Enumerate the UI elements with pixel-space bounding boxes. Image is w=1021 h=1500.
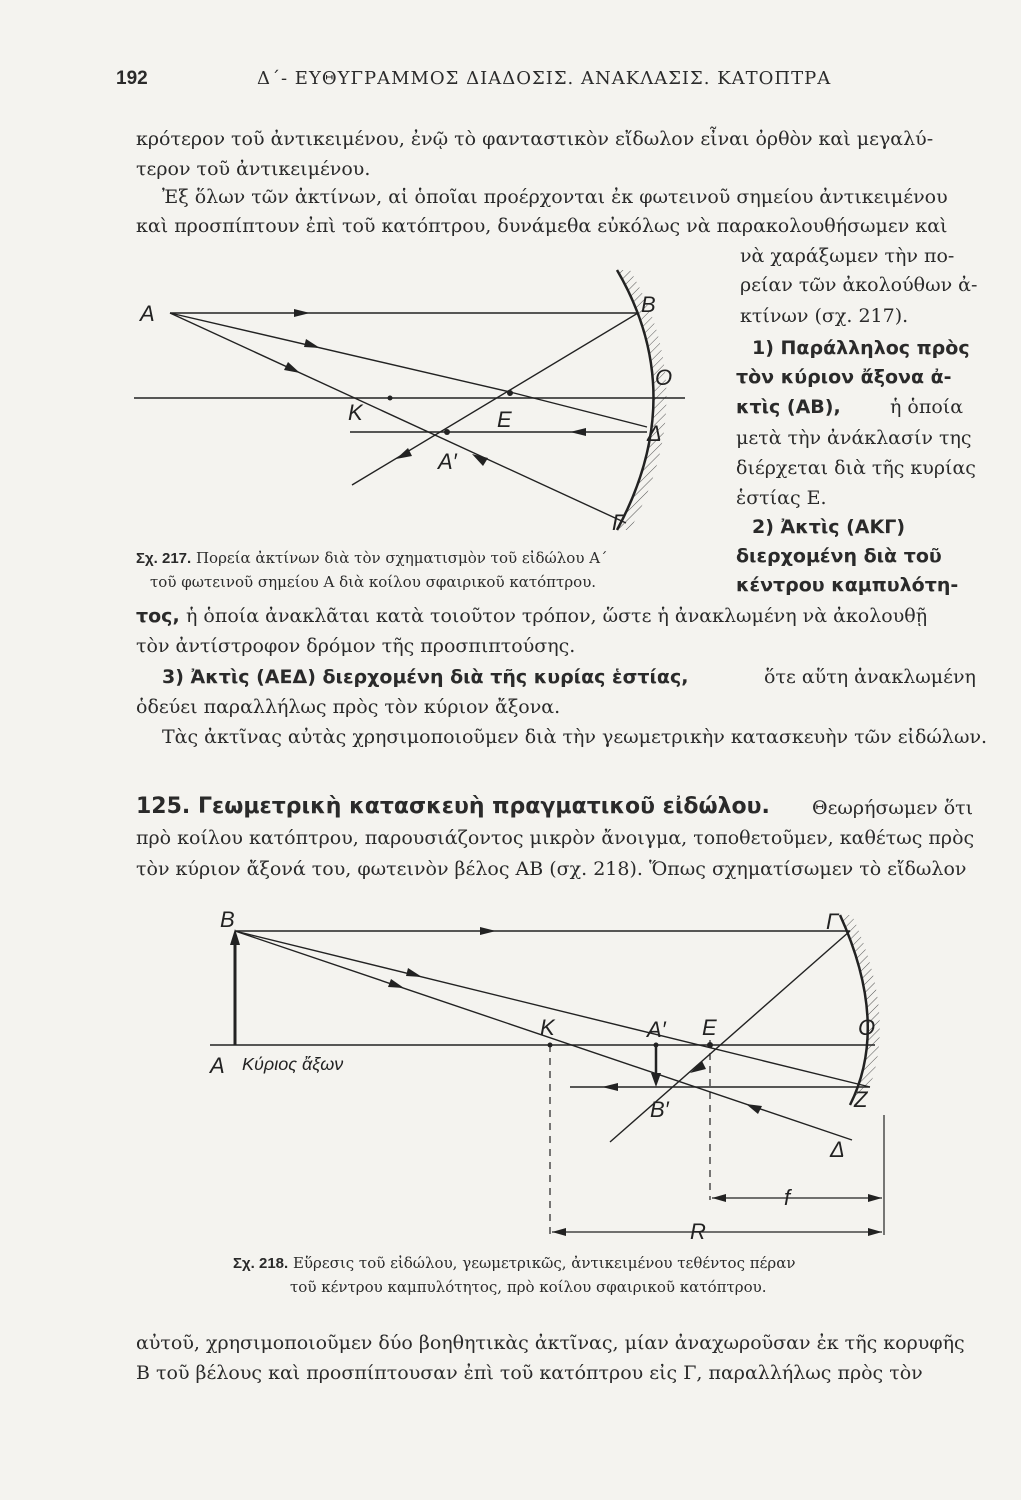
- arrow-head: [406, 968, 422, 977]
- label-a: A: [210, 1053, 225, 1078]
- page-number: 192: [116, 68, 148, 89]
- label-a: A: [140, 301, 155, 326]
- body-line: κρότερον τοῦ ἀντικειμένου, ἐνῷ τὸ φανταστικὸν εἴδωλον εἶναι ὀρθὸν καὶ μεγαλύ-: [136, 128, 934, 150]
- label-z: Z: [854, 1087, 868, 1112]
- figure-218-caption-2: τοῦ κέντρου καμπυλότητος, πρὸ κοίλου σφαιρικοῦ κατόπτρου.: [290, 1278, 767, 1296]
- body-line: ὅτε αὕτη ἀνακλωμένη: [764, 666, 976, 688]
- arrow-head: [712, 1194, 726, 1202]
- arrow-head: [651, 1073, 661, 1087]
- label-k: K: [540, 1015, 555, 1040]
- arrow-head: [868, 1228, 882, 1236]
- side-heading: διερχομένη διὰ τοῦ: [736, 545, 942, 567]
- body-line: καὶ προσπίπτουν ἐπὶ τοῦ κατόπτρου, δυνάμεθα εὐκόλως νὰ παρακολουθήσωμεν καὶ: [136, 215, 948, 237]
- image-point: [654, 1043, 659, 1048]
- side-line: κτίνων (σχ. 217).: [740, 305, 909, 327]
- label-b: B: [641, 292, 656, 317]
- body-line: τος,: [136, 605, 180, 627]
- body-line: Τὰς ἀκτῖνας αὐτὰς χρησιμοποιοῦμεν διὰ τὴν γεωμετρικὴν κατασκευὴν τῶν εἰδώλων.: [162, 726, 988, 748]
- body-line: Β τοῦ βέλους καὶ προσπίπτουσαν ἐπὶ τοῦ κατόπτρου εἰς Γ, παραλλήλως πρὸς τὸν: [136, 1362, 923, 1384]
- center-point: [388, 396, 393, 401]
- ray-aed: [170, 313, 510, 392]
- arrow-head: [304, 339, 320, 348]
- caption-label: Σχ. 217.: [136, 550, 192, 567]
- side-heading: κτὶς (ΑΒ),: [736, 396, 841, 418]
- side-line: διέρχεται διὰ τῆς κυρίας: [736, 457, 976, 479]
- body-line: πρὸ κοίλου κατόπτρου, παρουσιάζοντος μικρὸν ἄνοιγμα, τοποθετοῦμεν, καθέτως πρὸς: [136, 827, 975, 849]
- body-line: ὁδεύει παραλλήλως πρὸς τὸν κύριον ἄξονα.: [136, 696, 561, 718]
- side-line: ἡ ὁποία: [890, 396, 964, 418]
- caption-text: Εὕρεσις τοῦ εἰδώλου, γεωμετρικῶς, ἀντικειμένου τεθέντος πέραν: [292, 1254, 796, 1272]
- arrow-head: [746, 1104, 762, 1114]
- body-line: αὐτοῦ, χρησιμοποιοῦμεν δύο βοηθητικὰς ἀκτῖνας, μίαν ἀναχωροῦσαν ἐκ τῆς κορυφῆς: [136, 1332, 965, 1354]
- ray-akg: [170, 313, 626, 523]
- caption-text: Πορεία ἀκτίνων διὰ τὸν σχηματισμὸν τοῦ εἰδώλου Α΄: [195, 549, 608, 567]
- figure-217-caption-2: τοῦ φωτεινοῦ σημείου Α διὰ κοίλου σφαιρικοῦ κατόπτρου.: [150, 573, 597, 591]
- label-b: B: [220, 907, 235, 932]
- image-point: [444, 429, 450, 435]
- arrow-head: [388, 979, 404, 988]
- side-line: ρείαν τῶν ἀκολούθων ἀ-: [740, 274, 978, 296]
- caption-label: Σχ. 218.: [233, 1255, 289, 1272]
- body-line: ἡ ὁποία ἀνακλᾶται κατὰ τοιοῦτον τρόπον, ὥστε ἡ ἀνακλωμένη νὰ ἀκολουθῇ: [186, 605, 928, 627]
- label-gamma: Γ: [826, 909, 839, 934]
- running-header: Δ΄- ΕΥΘΥΓΡΑΜΜΟΣ ΔΙΑΔΟΣΙΣ. ΑΝΑΚΛΑΣΙΣ. ΚΑΤΟΠΤΡΑ: [257, 68, 832, 89]
- body-line: τὸν κύριον ἄξονά του, φωτεινὸν βέλος ΑΒ (σχ. 218). Ὅπως σχηματίσωμεν τὸ εἴδωλον: [136, 858, 967, 880]
- label-delta: Δ: [830, 1137, 845, 1162]
- side-heading: κέντρου καμπυλότη-: [736, 574, 959, 596]
- label-k: K: [348, 400, 363, 425]
- label-aprime: A′: [438, 449, 457, 474]
- figure-217-caption: [136, 548, 608, 569]
- arrow-head: [284, 362, 300, 373]
- focal-point: [707, 1042, 713, 1048]
- figure-218-caption: [233, 1253, 795, 1274]
- label-o: O: [655, 365, 673, 390]
- label-delta: Δ: [647, 421, 662, 446]
- ray-aed-2: [510, 392, 647, 427]
- section-heading: 125. Γεωμετρικὴ κατασκευὴ πραγματικοῦ εἰδώλου.: [136, 794, 770, 819]
- label-f: f: [784, 1185, 791, 1210]
- ray-gamma-reflected: [610, 931, 850, 1142]
- side-heading: τὸν κύριον ἄξονα ἀ-: [736, 366, 952, 388]
- label-e: E: [702, 1015, 717, 1040]
- figure-218-diagram: [190, 895, 910, 1250]
- label-o: O: [858, 1015, 876, 1040]
- arrow-head: [480, 927, 496, 935]
- center-point: [548, 1043, 553, 1048]
- arrow-head: [602, 1083, 618, 1091]
- arrow-head: [294, 309, 310, 317]
- ray-b-reflected: [352, 313, 638, 485]
- arrow-head: [570, 428, 586, 436]
- arrow-head: [552, 1228, 566, 1236]
- body-heading: 3) Ἀκτὶς (ΑΕΔ) διερχομένη διὰ τῆς κυρίας ἑστίας,: [162, 666, 689, 688]
- side-heading: 1) Παράλληλος πρὸς: [752, 337, 970, 359]
- body-line: τὸν ἀντίστροφον δρόμον τῆς προσπιπτούσης.: [136, 635, 576, 657]
- label-e: E: [497, 407, 512, 432]
- arrow-head: [690, 1061, 706, 1073]
- side-heading: 2) Ἀκτὶς (ΑΚΓ): [752, 516, 906, 538]
- figure-217-diagram: [120, 255, 720, 545]
- label-aprime: A′: [647, 1017, 666, 1042]
- side-line: μετὰ τὴν ἀνάκλασίν της: [736, 427, 972, 449]
- label-r: R: [690, 1219, 706, 1244]
- side-line: νὰ χαράξωμεν τὴν πο-: [740, 245, 955, 267]
- body-line: Θεωρήσωμεν ὅτι: [812, 797, 974, 819]
- side-line: ἑστίας Ε.: [736, 487, 827, 509]
- arrow-head: [868, 1194, 882, 1202]
- focal-point: [507, 390, 513, 396]
- body-line: τερον τοῦ ἀντικειμένου.: [136, 158, 371, 180]
- label-axis: Κύριος ἄξων: [242, 1054, 344, 1074]
- label-bprime: B′: [650, 1097, 669, 1122]
- label-gamma: Γ: [612, 510, 625, 535]
- body-line: Ἐξ ὅλων τῶν ἀκτίνων, αἱ ὁποῖαι προέρχονται ἐκ φωτεινοῦ σημείου ἀντικειμένου: [162, 186, 948, 208]
